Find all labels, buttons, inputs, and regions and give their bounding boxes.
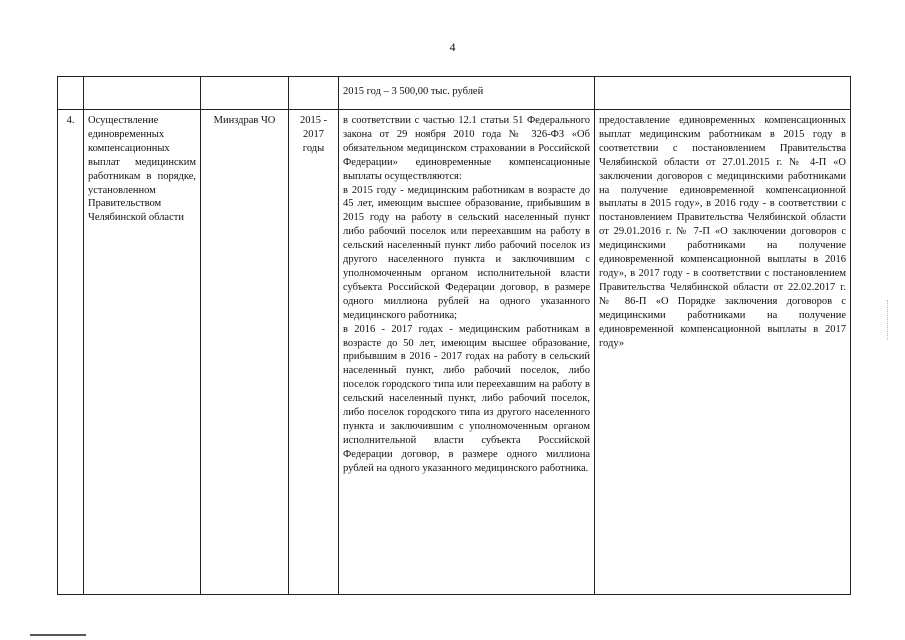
responsible-org-cell: Минздрав ЧО (201, 110, 289, 595)
result-cell (595, 77, 851, 110)
row-number-cell: 4. (58, 110, 84, 595)
description-cell (339, 110, 595, 595)
measure-name-cell: Осуществление единовременных компенсационных выплат медицинским работникам в порядке, установленном Правительством Челябинской области (84, 110, 201, 595)
result-cell (595, 110, 851, 595)
description-cell (339, 77, 595, 110)
scan-edge-noise (887, 300, 891, 340)
period-cell: 2015 - 2017 годы (289, 110, 339, 595)
page-number: 4 (449, 40, 456, 54)
measure-name-cell (84, 77, 201, 110)
scan-artifact (30, 634, 86, 636)
result-paragraph: предоставление единовременных компенсационных выплат медицинским работникам в 2015 году в соответствии с постановлением Правительства Челябинской области от 27.01.2015 г. № 4-П «О заключении договоров с медицинскими работниками на получение единовременной компенсационной выплаты в 2015 году», в 2016 году - в соответствии с постановлением Правительства Челябинской области от 29.01.2016 г. № 7-П «О заключении договоров с медицинскими работниками на получение единовременной компенсационной выплаты в 2016 году», в 2017 году - в соответствии с постановлением Правительства Челябинской области от 22.02.2017 г. № 86-П «О Порядке заключения договоров с медицинскими работниками на получение единовременной компенсационной выплаты в 2017 году» (599, 115, 846, 349)
table-row (58, 77, 851, 110)
description-paragraph: 2015 год – 3 500,00 тыс. рублей (343, 86, 484, 97)
description-paragraph: в 2015 году - медицинским работникам в возрасте до 45 лет, имеющим высшее образование, прибывшим в 2015 году на работу в сельский населенный пункт либо рабочий поселок или переехавшим на работу в сельский населенный пункт либо рабочий поселок из другого населенного пункта и заключившим с уполномоченным органом исполнительной власти субъекта Российской Федерации договор, в размере одного миллиона рублей на одного указанного медицинского работника; (343, 184, 590, 321)
description-paragraph: в 2016 - 2017 годах - медицинским работникам в возрасте до 50 лет, имеющим высшее образование, прибывшим в 2016 - 2017 годах на работу в сельский населенный пункт, либо рабочий поселок, либо поселок городского типа или переехавшим на работу в сельский населенный пункт, либо рабочий поселок, либо поселок городского типа из другого населенного пункта и заключившим с уполномоченным органом исполнительной власти субъекта Российской Федерации договор, в размере одного миллиона рублей на одного указанного медицинского работника. (343, 323, 590, 474)
period-cell (289, 77, 339, 110)
description-paragraph: в соответствии с частью 12.1 статьи 51 Федерального закона от 29 ноября 2010 года № 326-ФЗ «Об обязательном медицинском страховании в Российской Федерации» единовременные компенсационные выплаты осуществляются: (343, 115, 590, 182)
program-table (57, 76, 851, 595)
row-number-cell (58, 77, 84, 110)
responsible-org-cell (201, 77, 289, 110)
table-row (58, 110, 851, 595)
